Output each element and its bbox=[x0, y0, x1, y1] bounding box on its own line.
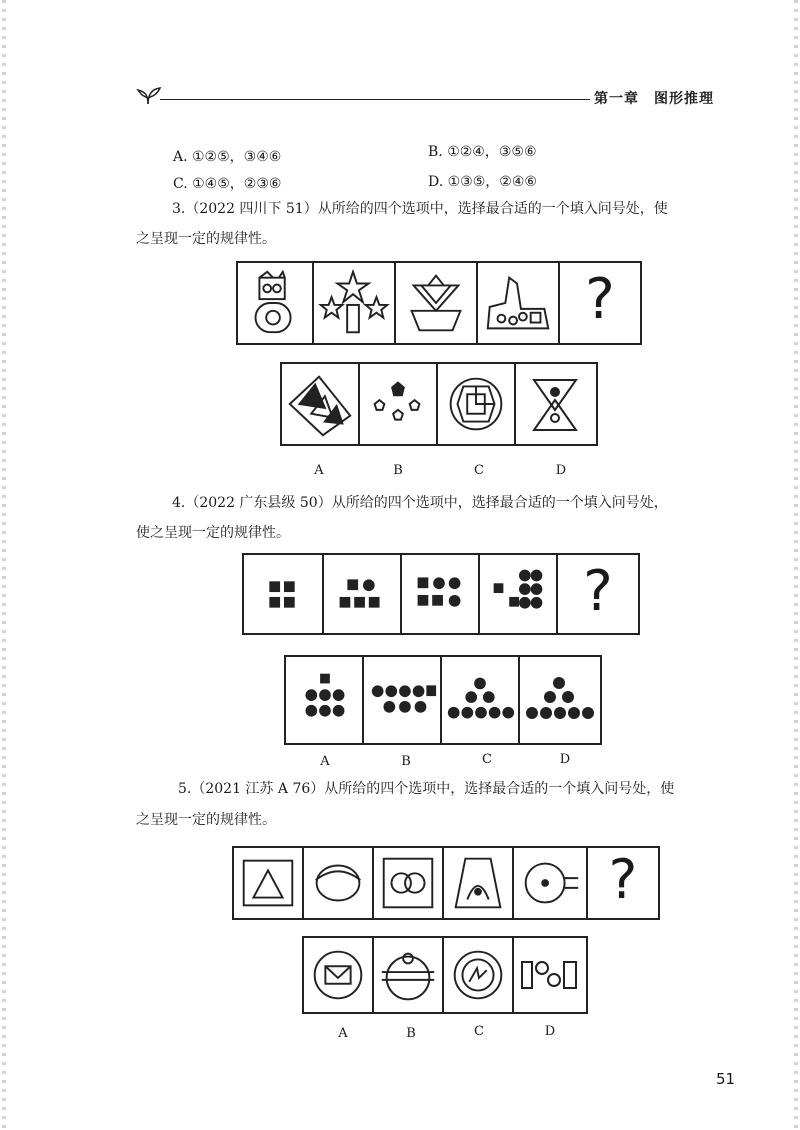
q4-figure-3 bbox=[402, 555, 480, 633]
q3-label-d: D bbox=[555, 463, 567, 478]
option-b: B. ①②④，③⑤⑥ bbox=[428, 144, 537, 160]
q3-label-a: A bbox=[314, 463, 324, 478]
q4-text-line2: 使之呈现一定的规律性。 bbox=[136, 525, 290, 541]
q4-label-d: D bbox=[559, 752, 571, 767]
q4-text-line1: 4.（2022 广东县级 50）从所给的四个选项中，选择最合适的一个填入问号处， bbox=[172, 495, 668, 511]
q3-answer-a bbox=[282, 364, 360, 444]
q3-question-row bbox=[236, 261, 642, 345]
q5-question-mark: ? bbox=[608, 848, 638, 911]
q3-answer-d bbox=[516, 364, 594, 444]
q4-label-c: C bbox=[482, 752, 492, 767]
q3-answer-c bbox=[438, 364, 516, 444]
q5-question-mark-cell bbox=[588, 848, 658, 918]
q4-question-mark-cell bbox=[558, 555, 638, 633]
q4-answer-d bbox=[520, 657, 598, 743]
sprout-icon bbox=[134, 84, 162, 106]
q3-text-line2: 之呈现一定的规律性。 bbox=[136, 231, 276, 247]
option-a: A. ①②⑤，③④⑥ bbox=[173, 149, 282, 165]
q4-answer-b bbox=[364, 657, 442, 743]
q4-answer-c bbox=[442, 657, 520, 743]
q5-label-b: B bbox=[406, 1026, 416, 1041]
option-c: C. ①④⑤，②③⑥ bbox=[173, 176, 282, 192]
q5-figure-4 bbox=[444, 848, 514, 918]
q5-answer-c bbox=[444, 938, 514, 1012]
page-number: 51 bbox=[716, 1070, 736, 1088]
q3-text-line1: 3.（2022 四川下 51）从所给的四个选项中，选择最合适的一个填入问号处，使 bbox=[172, 201, 668, 217]
q5-figure-5 bbox=[514, 848, 588, 918]
q5-label-d: D bbox=[544, 1024, 556, 1039]
q3-answer-row bbox=[280, 362, 598, 446]
q4-figure-2 bbox=[324, 555, 402, 633]
q5-label-a: A bbox=[338, 1026, 348, 1041]
q4-label-b: B bbox=[401, 754, 411, 769]
q5-text-line2: 之呈现一定的规律性。 bbox=[136, 812, 276, 828]
q5-question-row bbox=[232, 846, 660, 920]
option-d: D. ①③⑤，②④⑥ bbox=[428, 174, 537, 190]
q5-label-c: C bbox=[474, 1024, 484, 1039]
q3-answer-b bbox=[360, 364, 438, 444]
q3-figure-2 bbox=[314, 263, 396, 343]
q5-answer-b bbox=[374, 938, 444, 1012]
header-rule bbox=[160, 99, 590, 100]
q5-figure-1 bbox=[234, 848, 304, 918]
q5-text-line1: 5.（2021 江苏 A 76）从所给的四个选项中，选择最合适的一个填入问号处，使 bbox=[178, 781, 675, 797]
q3-figure-3 bbox=[396, 263, 478, 343]
q4-question-mark: ? bbox=[583, 559, 613, 624]
chapter-title: 第一章 图形推理 bbox=[594, 91, 714, 107]
q4-figure-1 bbox=[244, 555, 324, 633]
q4-answer-row bbox=[284, 655, 602, 745]
q4-figure-4 bbox=[480, 555, 558, 633]
q5-figure-2 bbox=[304, 848, 374, 918]
q3-question-mark: ? bbox=[585, 267, 615, 332]
q3-label-b: B bbox=[393, 463, 403, 478]
q4-label-a: A bbox=[320, 754, 330, 769]
q4-question-row bbox=[242, 553, 640, 635]
q3-label-c: C bbox=[474, 463, 484, 478]
q5-answer-a bbox=[304, 938, 374, 1012]
q5-answer-d bbox=[514, 938, 584, 1012]
q4-answer-a bbox=[286, 657, 364, 743]
q3-question-mark-cell bbox=[560, 263, 640, 343]
q3-figure-1 bbox=[238, 263, 314, 343]
q3-figure-4 bbox=[478, 263, 560, 343]
q5-figure-3 bbox=[374, 848, 444, 918]
q5-answer-row bbox=[302, 936, 588, 1014]
